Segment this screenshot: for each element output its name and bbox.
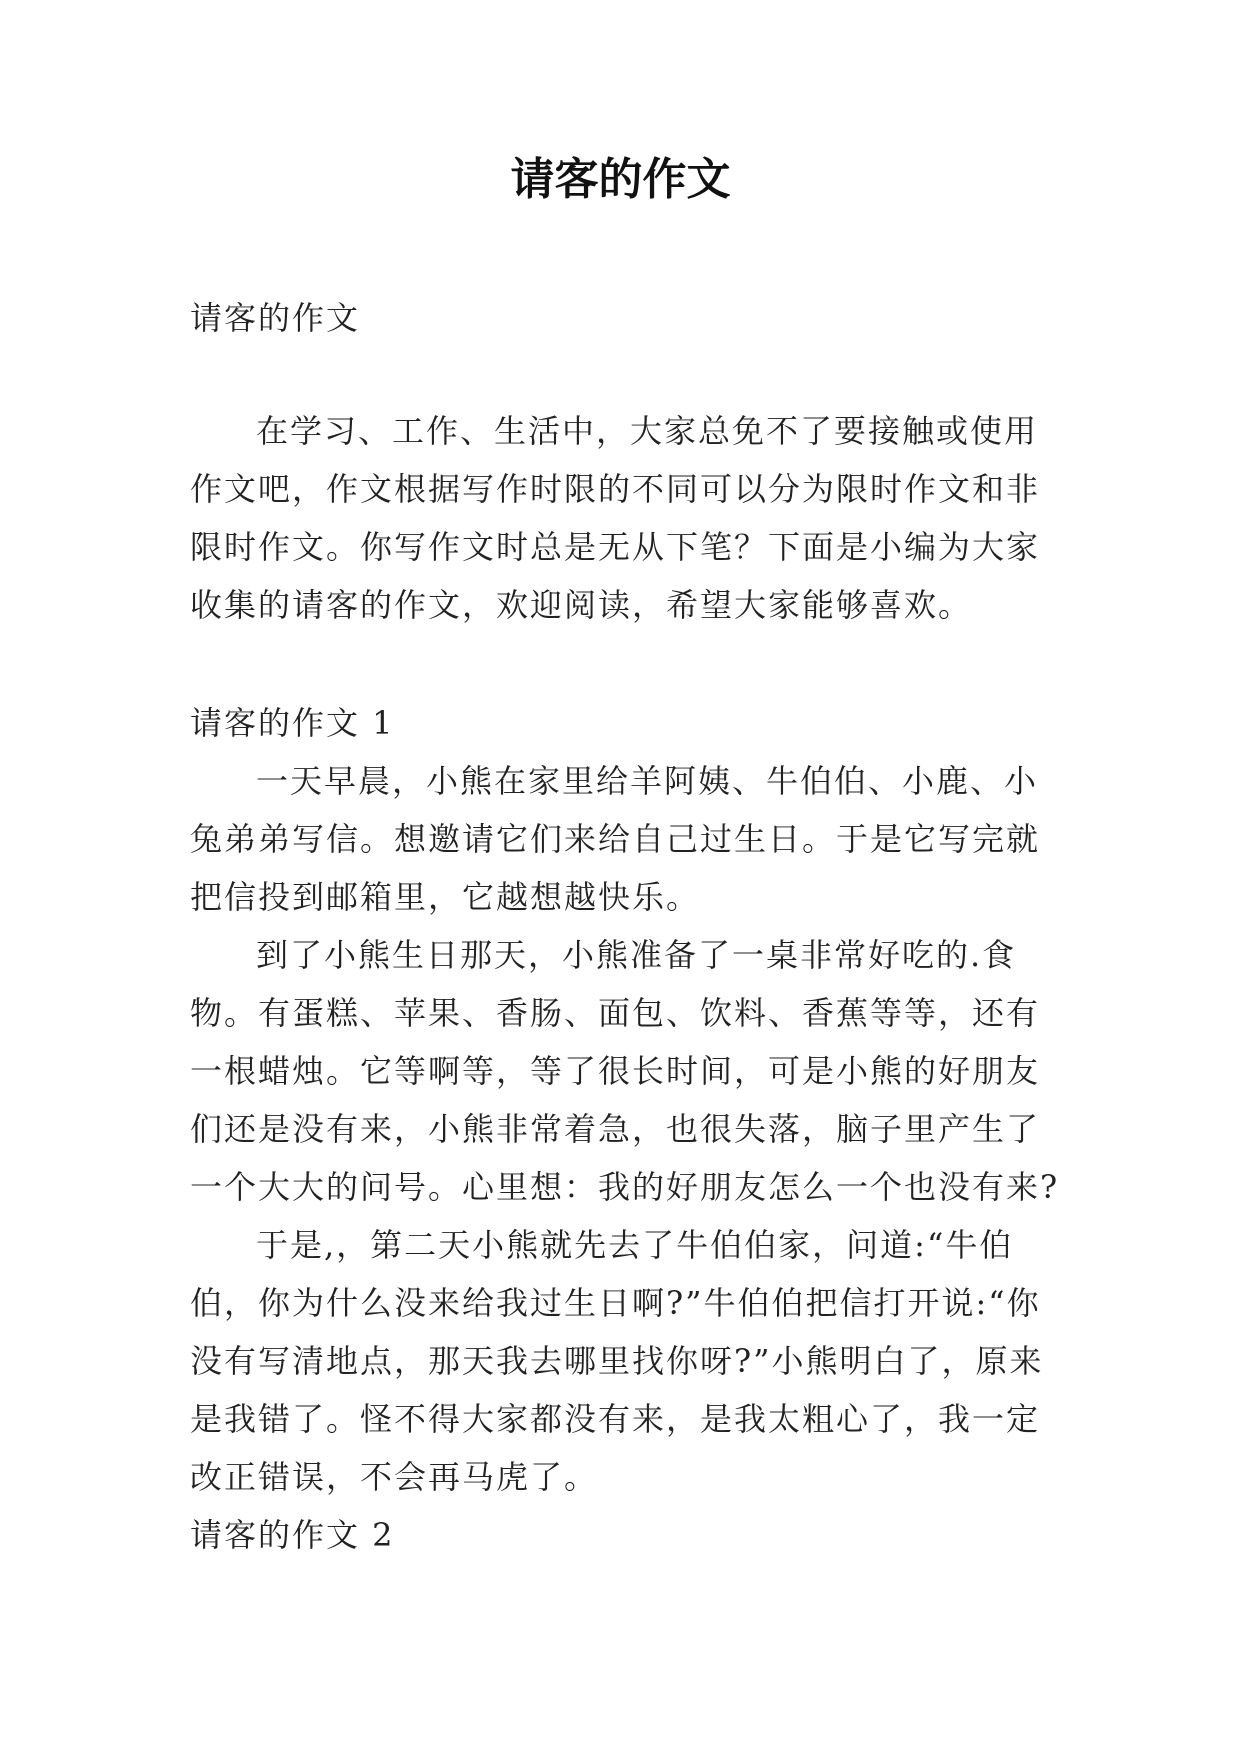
document-subtitle: 请客的作文 <box>190 299 361 337</box>
document-title: 请客的作文 <box>510 154 731 205</box>
section-1-paragraph-2: 到了小熊生日那天，小熊准备了一桌非常好吃的.食物。有蛋糕、苹果、香肠、面包、饮料、香蕉等等，还有一根蜡烛。它等啊等，等了很长时间，可是小熊的好朋友们还是没有来，小熊非常着急，也很失落，脑子里产生了一个大大的问号。心里想：我的好朋友怎么一个也没有来? <box>190 936 1060 1206</box>
intro-paragraph: 在学习、工作、生活中，大家总免不了要接触或使用作文吧，作文根据写作时限的不同可以分为限时作文和非限时作文。你写作文时总是无从下笔？下面是小编为大家收集的请客的作文，欢迎阅读，希望大家能够喜欢。 <box>190 412 1041 624</box>
intro-section <box>190 402 1070 634</box>
section-heading-2: 请客的作文 2 <box>190 1516 395 1554</box>
section-1-paragraph-3: 于是,，第二天小熊就先去了牛伯伯家，问道:“牛伯伯，你为什么没来给我过生日啊?”牛伯伯把信打开说:“你没有写清地点，那天我去哪里找你呀?”小熊明白了，原来是我错了。怪不得大家都没有来，是我太粗心了，我一定改正错误，不会再马虎了。 <box>190 1226 1044 1496</box>
essay-body <box>190 694 1070 1564</box>
section-heading-1: 请客的作文 1 <box>190 704 395 742</box>
section-1-paragraph-1: 一天早晨，小熊在家里给羊阿姨、牛伯伯、小鹿、小兔弟弟写信。想邀请它们来给自己过生日。于是它写完就把信投到邮箱里，它越想越快乐。 <box>190 762 1041 916</box>
